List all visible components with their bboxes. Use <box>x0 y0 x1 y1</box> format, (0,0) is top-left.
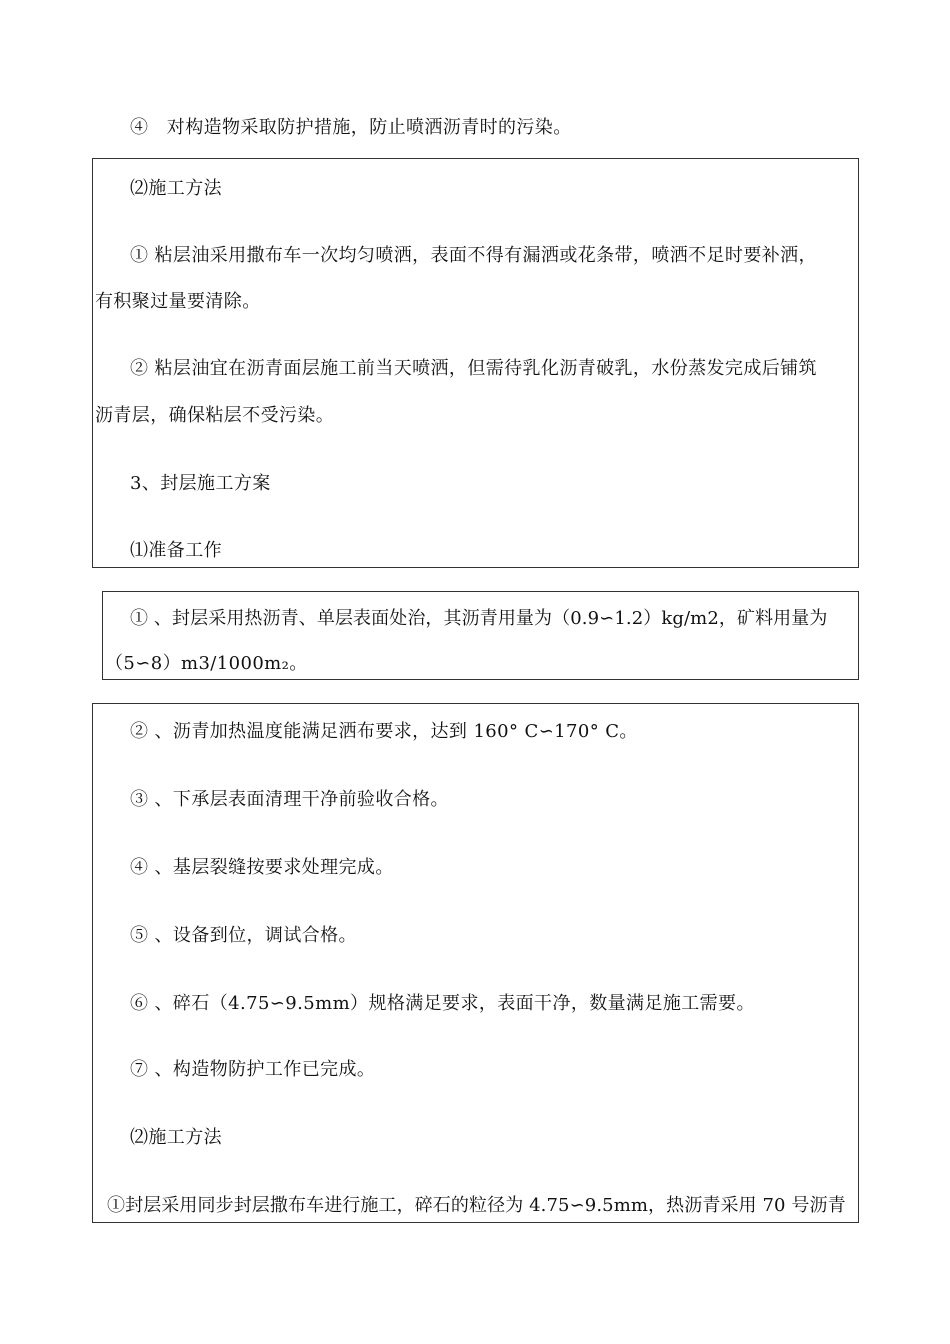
paragraph-line: （5∽8）m3/1000m₂。 <box>105 653 308 674</box>
border-tick <box>858 207 859 223</box>
border-tick <box>858 835 859 851</box>
border-tick <box>92 441 93 457</box>
border-tick <box>858 970 859 986</box>
paragraph-line: ① 粘层油采用撒布车一次均匀喷洒，表面不得有漏洒或花条带，喷洒不足时要补洒， <box>130 245 817 266</box>
border-tick <box>858 509 859 525</box>
border-tick <box>92 767 93 783</box>
list-item: ④ 、基层裂缝按要求处理完成。 <box>130 857 394 878</box>
border-tick <box>92 509 93 525</box>
border-tick <box>858 341 859 357</box>
paragraph-line: ② 粘层油宜在沥青面层施工前当天喷洒，但需待乳化沥青破乳，水份蒸发完成后铺筑 <box>130 358 817 379</box>
border-tick <box>858 274 859 290</box>
border-tick <box>92 274 93 290</box>
border-tick <box>858 1174 859 1190</box>
border-tick <box>92 835 93 851</box>
paragraph-line: ① 、封层采用热沥青、单层表面处治，其沥青用量为（0.9∽1.2）kg/m2，矿料用量为 <box>130 608 828 629</box>
section-heading: ⑴准备工作 <box>130 540 222 561</box>
section-heading: ⑵施工方法 <box>130 178 222 199</box>
border-tick <box>92 903 93 919</box>
border-tick <box>92 1174 93 1190</box>
section-heading: 3、封层施工方案 <box>130 473 271 494</box>
list-item: ⑤ 、设备到位，调试合格。 <box>130 925 357 946</box>
paragraph-line: 沥青层，确保粘层不受污染。 <box>95 405 335 426</box>
border-tick <box>858 1038 859 1054</box>
list-item: ③ 、下承层表面清理干净前验收合格。 <box>130 789 449 810</box>
border-tick <box>92 341 93 357</box>
section-heading: ⑵施工方法 <box>130 1127 222 1148</box>
paragraph-line: ①封层采用同步封层撒布车进行施工，碎石的粒径为 4.75∽9.5mm，热沥青采用 70 号沥青 <box>107 1195 846 1216</box>
border-tick <box>92 207 93 223</box>
border-tick <box>858 441 859 457</box>
border-tick <box>92 1106 93 1122</box>
paragraph-line: 有积聚过量要清除。 <box>95 291 261 312</box>
border-tick <box>92 970 93 986</box>
border-tick <box>858 767 859 783</box>
intro-item-4: ④ 对构造物采取防护措施，防止喷洒沥青时的污染。 <box>130 117 572 138</box>
border-tick <box>92 1038 93 1054</box>
list-item: ② 、沥青加热温度能满足洒布要求，达到 160° C∽170° C。 <box>130 721 638 742</box>
list-item: ⑥ 、碎石（4.75∽9.5mm）规格满足要求，表面干净，数量满足施工需要。 <box>130 993 755 1014</box>
border-tick <box>858 903 859 919</box>
list-item: ⑦ 、构造物防护工作已完成。 <box>130 1059 376 1080</box>
border-tick <box>858 1106 859 1122</box>
